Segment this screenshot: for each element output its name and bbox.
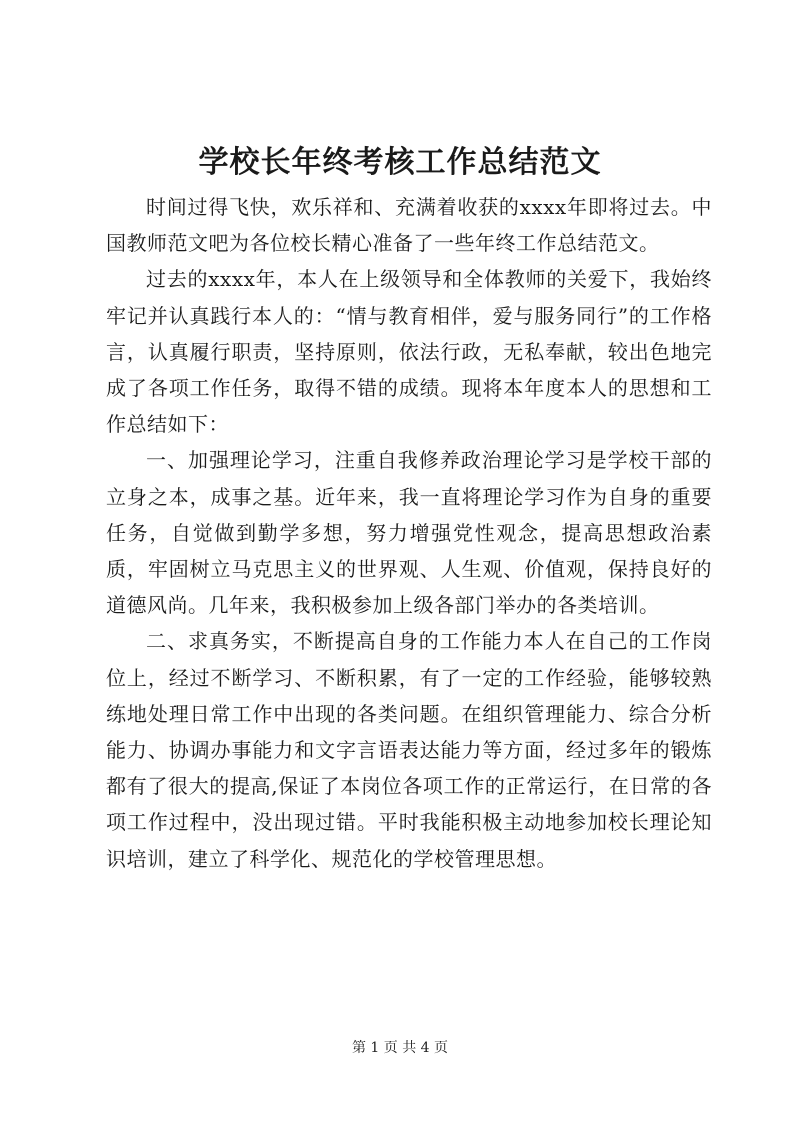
paragraph-work-ability: 二、求真务实，不断提高自身的工作能力本人在自己的工作岗位上，经过不断学习、不断积累，有了一定的工作经验，能够较熟练地处理日常工作中出现的各类问题。在组织管理能力、综合分析能力、协调办事能力和文字言语表达能力等方面，经过多年的锻炼都有了很大的提高,保证了本岗位各项工作的正常运行，在日常的各项工作过程中，没出现过错。平时我能积极主动地参加校长理论知识培训，建立了科学化、规范化的学校管理思想。	[106, 629, 712, 871]
page-footer	[0, 1038, 800, 1058]
paragraph-intro: 时间过得飞快，欢乐祥和、充满着收获的xxxx年即将过去。中国教师范文吧为各位校长精心准备了一些年终工作总结范文。	[106, 195, 712, 256]
page-number-indicator: 第 1 页 共 4 页	[351, 1040, 449, 1056]
paragraph-overview: 过去的xxxx年，本人在上级领导和全体教师的关爱下，我始终牢记并认真践行本人的：“情与教育相伴，爱与服务同行”的工作格言，认真履行职责，坚持原则，依法行政，无私奉献，较出色地完成了各项工作任务，取得不错的成绩。现将本年度本人的思想和工作总结如下：	[106, 267, 712, 437]
document-title: 学校长年终考核工作总结范文	[198, 145, 602, 180]
document-body	[106, 189, 712, 877]
paragraph-theory-study: 一、加强理论学习，注重自我修养政治理论学习是学校干部的立身之本，成事之基。近年来，我一直将理论学习作为自身的重要任务，自觉做到勤学多想，努力增强党性观念，提高思想政治素质，牢固树立马克思主义的世界观、人生观、价值观，保持良好的道德风尚。几年来，我积极参加上级各部门举办的各类培训。	[106, 448, 712, 618]
